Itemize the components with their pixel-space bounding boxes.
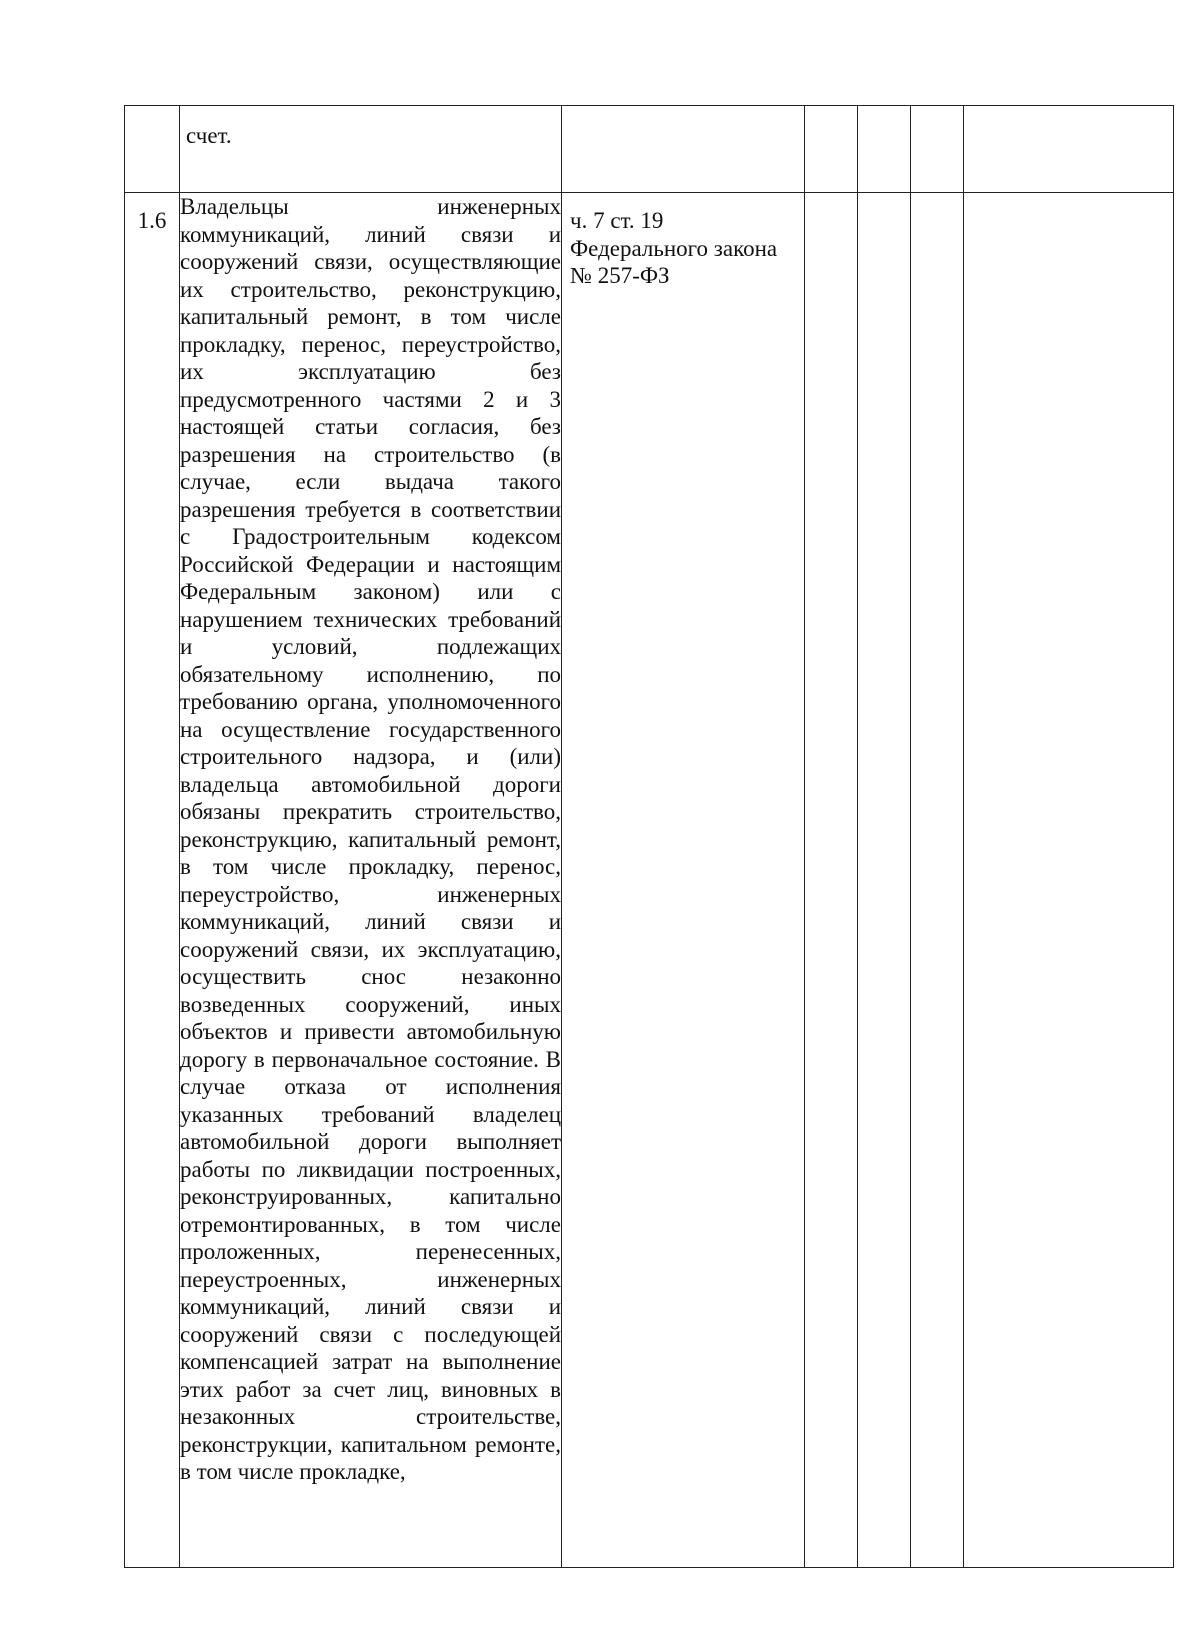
cell-notes [964, 193, 1174, 1568]
continued-text: счет. [186, 123, 232, 148]
cell-text [180, 193, 562, 1568]
cell-text-continued [180, 106, 562, 193]
requirements-table [124, 105, 1174, 1568]
row-number: 1.6 [137, 208, 167, 233]
cell-notes [964, 106, 1174, 193]
cell-check-1 [805, 193, 858, 1568]
cell-check-2 [858, 193, 911, 1568]
table-row-1-6 [125, 193, 1174, 1568]
cell-check-1 [805, 106, 858, 193]
cell-check-2 [858, 106, 911, 193]
requirement-text: Владельцы инженерных коммуникаций, линий связи и сооружений связи, осуществляющие их строительство, реконструкцию, капитальный ремонт, в том числе прокладку, перенос, переустройство, их эксплуатацию без предусмотренного частями 2 и 3 настоящей статьи согласия, без разрешения на строительство (в случае, если выдача такого разрешения требуется в соответствии с Градостроительным кодексом Российской Федерации и настоящим Федеральным законом) или с нарушением технических требований и условий, подлежащих обязательному исполнению, по требованию органа, уполномоченного на осуществление государственного строительного надзора, и (или) владельца автомобильной дороги обязаны прекратить строительство, реконструкцию, капитальный ремонт, в том числе прокладку, перенос, переустройство, инженерных коммуникаций, линий связи и сооружений связи, их эксплуатацию, осуществить снос незаконно возведенных сооружений, иных объектов и привести автомобильную дорогу в первоначальное состояние. В случае отказа от исполнения указанных требований владелец автомобильной дороги выполняет работы по ликвидации построенных, реконструированных, капитально отремонтированных, в том числе проложенных, перенесенных, переустроенных, инженерных коммуникаций, линий связи и сооружений связи с последующей компенсацией затрат на выполнение этих работ за счет лиц, виновных в незаконных строительстве, реконструкции, капитальном ремонте, в том числе прокладке, [180, 194, 561, 1484]
cell-check-3 [911, 193, 964, 1568]
cell-number [125, 193, 180, 1568]
cell-number-empty [125, 106, 180, 193]
law-line-3: № 257-ФЗ [570, 263, 670, 288]
law-line-2: Федерального закона [570, 235, 778, 261]
cell-law-empty [562, 106, 805, 193]
cell-check-3 [911, 106, 964, 193]
law-line-1: ч. 7 ст. 19 [570, 208, 664, 233]
table-row-continued [125, 106, 1174, 193]
cell-law [562, 193, 805, 1568]
